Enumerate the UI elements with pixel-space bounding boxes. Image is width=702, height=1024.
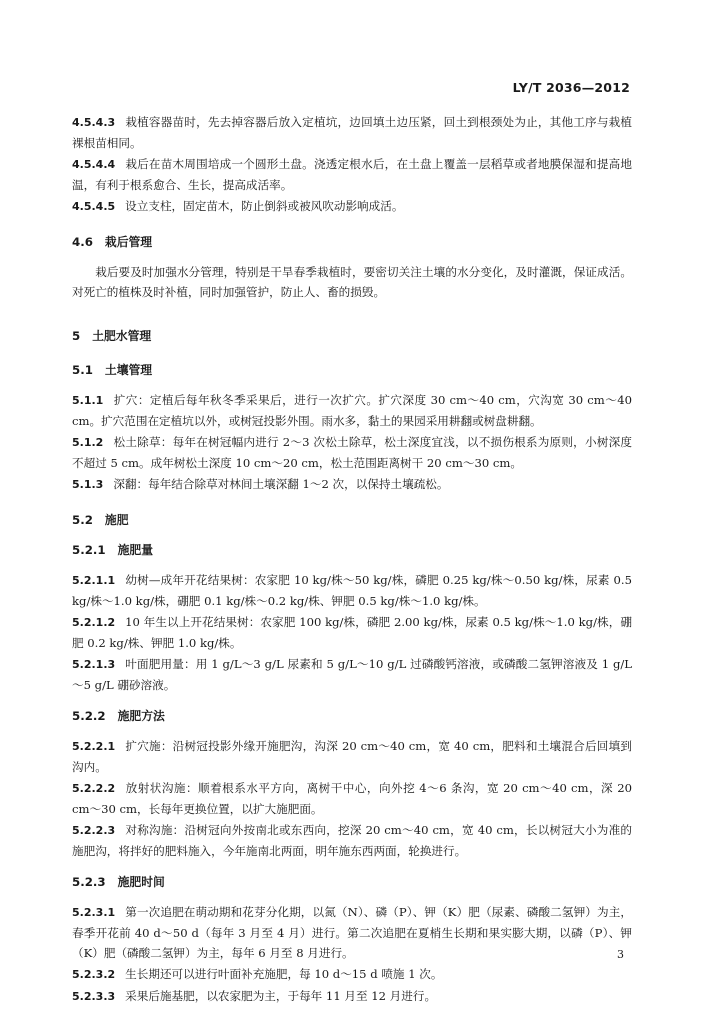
clause-number: 5.2.2.3 [72,824,116,837]
clause-text: 采果后施基肥，以农家肥为主，于每年 11 月至 12 月进行。 [125,989,437,1003]
clause-text: 放射状沟施：顺着根系水平方向，离树干中心，向外挖 4～6 条沟，宽 20 cm～40 cm，深 20 cm～30 cm，长每年更换位置，以扩大施肥面。 [72,781,632,816]
heading-text: 土壤管理 [104,363,153,377]
heading-number: 5.2 [72,513,93,527]
heading-number: 5.2.1 [72,543,106,557]
heading-number: 5.2.3 [72,875,106,889]
clause-number: 4.5.4.3 [72,116,116,129]
heading-number: 5 [72,329,81,343]
clause-text: 幼树—成年开花结果树：农家肥 10 kg/株～50 kg/株，磷肥 0.25 kg/株～0.50 kg/株，尿素 0.5 kg/株～1.0 kg/株，硼肥 0.1 kg/株～0.2 kg/株、钾肥 0.5 kg/株～1.0 kg/株。 [72,573,632,608]
clause-text: 栽后在苗木周围培成一个圆形土盘。浇透定根水后，在土盘上覆盖一层稻草或者地膜保湿和提高地温，有利于根系愈合、生长，提高成活率。 [72,157,632,192]
paragraph-4-6: 栽后要及时加强水分管理，特别是干旱春季栽植时，要密切关注土壤的水分变化，及时灌溉，保证成活。对死亡的植株及时补植，同时加强管护，防止人、畜的损毁。 [72,265,632,299]
clause-5-2-3-2 [72,964,632,985]
heading-text: 施肥 [104,513,129,527]
clause-5-2-2-2 [72,778,632,819]
heading-text: 施肥量 [117,543,153,557]
clause-4-5-4-4 [72,154,632,195]
clause-number: 5.1.3 [72,478,104,491]
chapter-heading-5 [72,326,632,346]
clause-5-1-2 [72,432,632,473]
clause-4-5-4-5 [72,196,632,217]
clause-text: 松土除草：每年在树冠幅内进行 2～3 次松土除草，松土深度宜浅，以不损伤根系为原则，小树深度不超过 5 cm。成年树松土深度 10 cm～20 cm，松土范围距离树干 20 cm～30 cm。 [72,435,632,470]
clause-5-2-3-1 [72,902,632,963]
clause-number: 5.1.1 [72,394,104,407]
clause-5-2-1-2 [72,612,632,653]
heading-number: 5.1 [72,363,93,377]
heading-number: 4.6 [72,235,93,249]
clause-text: 生长期还可以进行叶面补充施肥，每 10 d～15 d 喷施 1 次。 [125,967,443,981]
clause-number: 5.2.2.1 [72,740,116,753]
section-heading-5-1 [72,360,632,380]
clause-number: 4.5.4.5 [72,200,116,213]
clause-text: 扩穴：定植后每年秋冬季采果后，进行一次扩穴。扩穴深度 30 cm～40 cm，穴沟宽 30 cm～40 cm。扩穴范围在定植坑以外，或树冠投影外围。雨水多，黏土的果园采用耕翻或树盘耕翻。 [72,393,632,428]
clause-number: 5.2.2.2 [72,782,116,795]
clause-number: 5.2.3.3 [72,990,116,1003]
clause-text: 深翻：每年结合除草对林间土壤深翻 1～2 次，以保持土壤疏松。 [113,477,449,491]
clause-text: 10 年生以上开花结果树：农家肥 100 kg/株，磷肥 2.00 kg/株，尿素 0.5 kg/株～1.0 kg/株，硼肥 0.2 kg/株、钾肥 1.0 kg/株。 [72,615,632,650]
page-content [72,112,632,1008]
clause-number: 5.1.2 [72,436,104,449]
section-heading-4-6 [72,232,632,252]
heading-text: 土肥水管理 [92,329,152,343]
clause-5-2-2-1 [72,736,632,777]
subsection-heading-5-2-3 [72,872,632,892]
clause-5-2-1-3 [72,654,632,695]
heading-text: 施肥方法 [117,709,165,723]
clause-number: 5.2.3.2 [72,968,116,981]
clause-4-5-4-3 [72,112,632,153]
clause-number: 5.2.1.2 [72,616,116,629]
section-heading-5-2 [72,510,632,530]
heading-text: 栽后管理 [104,235,153,249]
heading-text: 施肥时间 [117,875,165,889]
clause-text: 第一次追肥在萌动期和花芽分化期，以氮（N）、磷（P）、钾（K）肥（尿素、磷酸二氢钾）为主，春季开花前 40 d～50 d（每年 3 月至 4 月）进行。第二次追肥在夏梢生长期和果实膨大期，以磷（P）、钾（K）肥（磷酸二氢钾）为主，每年 6 月至 8 月进行。 [72,905,632,960]
clause-5-2-1-1 [72,570,632,611]
clause-number: 5.2.1.3 [72,658,116,671]
subsection-heading-5-2-1 [72,540,632,560]
clause-number: 5.2.1.1 [72,574,116,587]
clause-text: 设立支柱，固定苗木，防止倒斜或被风吹动影响成活。 [125,199,404,213]
clause-5-2-3-3 [72,986,632,1007]
clause-text: 叶面肥用量：用 1 g/L～3 g/L 尿素和 5 g/L～10 g/L 过磷酸钙溶液，或磷酸二氢钾溶液及 1 g/L～5 g/L 硼砂溶液。 [72,657,632,692]
heading-number: 5.2.2 [72,709,106,723]
page-number: 3 [617,948,624,961]
clause-text: 栽植容器苗时，先去掉容器后放入定植坑，边回填土边压紧，回土到根颈处为止，其他工序与栽植裸根苗相同。 [72,115,632,150]
subsection-heading-5-2-2 [72,706,632,726]
clause-number: 5.2.3.1 [72,906,116,919]
clause-5-2-2-3 [72,820,632,861]
clause-text: 对称沟施：沿树冠向外按南北或东西向，挖深 20 cm～40 cm，宽 40 cm，长以树冠大小为准的施肥沟，将拌好的肥料施入，今年施南北两面，明年施东西两面，轮换进行。 [72,823,632,858]
clause-5-1-1 [72,390,632,431]
clause-5-1-3 [72,474,632,495]
standard-code-header: LY/T 2036—2012 [512,80,630,95]
clause-number: 4.5.4.4 [72,158,116,171]
clause-text: 扩穴施：沿树冠投影外缘开施肥沟，沟深 20 cm～40 cm，宽 40 cm，肥料和土壤混合后回填到沟内。 [72,739,632,774]
